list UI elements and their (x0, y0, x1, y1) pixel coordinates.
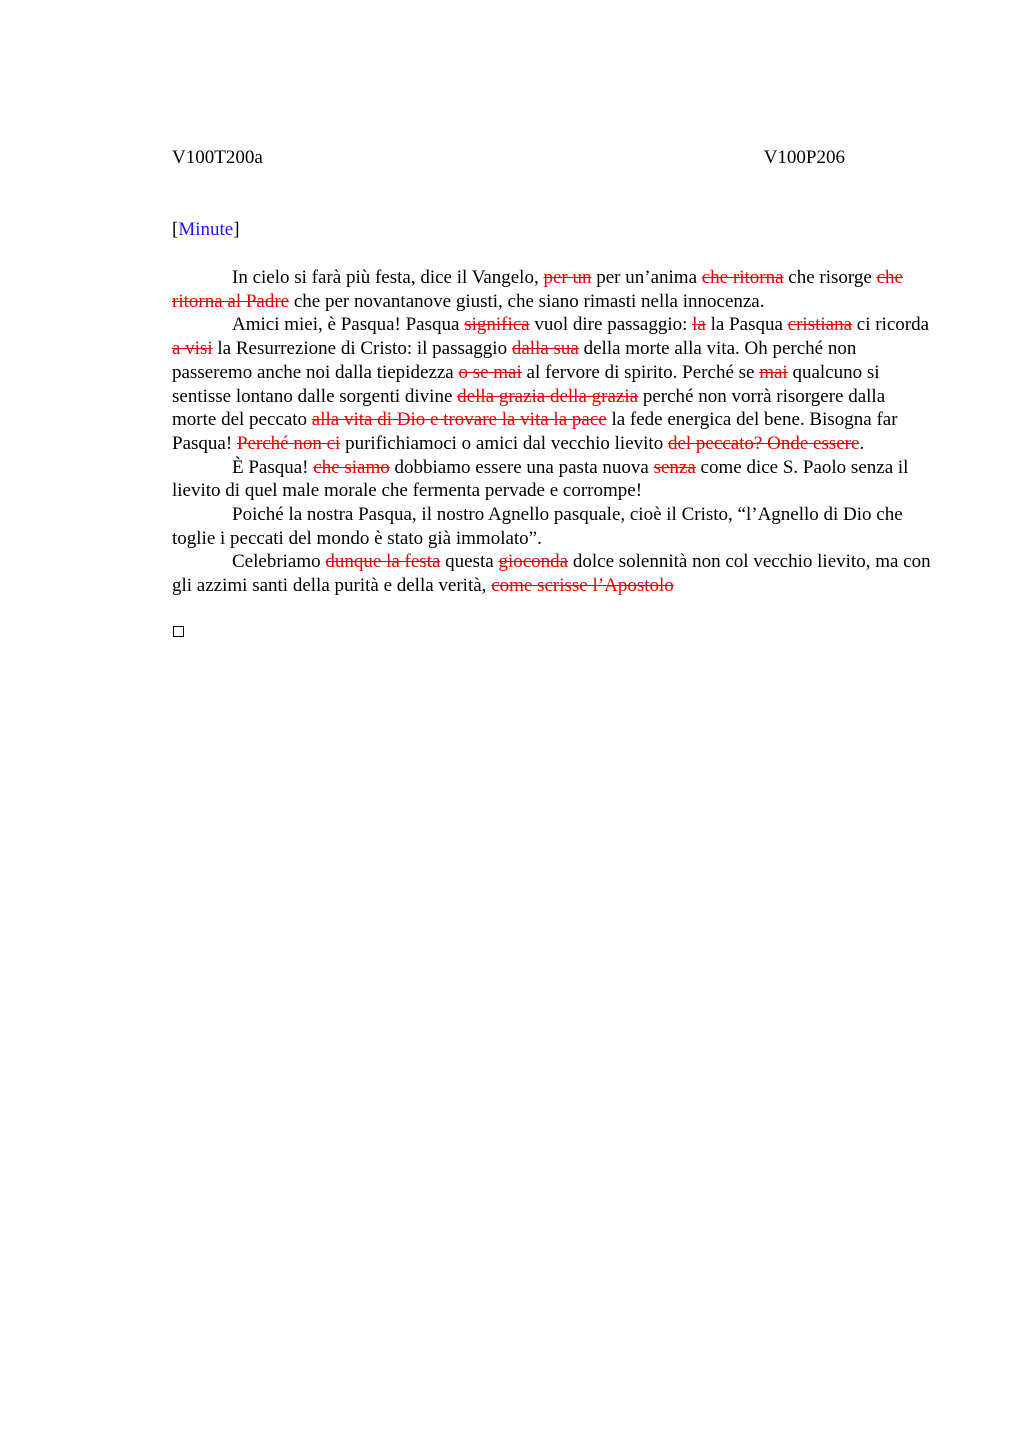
deleted-text: senza (653, 456, 696, 478)
paragraph-text: . (859, 432, 865, 454)
deleted-text: che siamo (313, 456, 390, 478)
paragraph-text: perché non vorrà risorgere dalla morte del peccato (172, 385, 886, 431)
deleted-text: che ritorna al Padre (172, 267, 903, 312)
deleted-text: Perché non ci (236, 432, 341, 454)
deleted-text: alla vita di Dio e trovare la vita la pace (311, 409, 607, 431)
paragraph-text: che per novantanove giusti, che siano rimasti nella innocenza. (289, 290, 765, 312)
paragraph-text: la Resurrezione di Cristo: il passaggio (212, 338, 512, 360)
paragraph-text: la fede energica del bene. Bisogna far Pasqua! (172, 409, 898, 454)
paragraph-text: Poiché la nostra Pasqua, il nostro Agnello pasquale, cioè il Cristo, “l’Agnello di Dio che toglie i peccati del mondo è stato già immolato”. (172, 504, 903, 549)
paragraph-text: della morte alla vita. Oh perché non passeremo anche noi dalla tiepidezza (172, 338, 857, 383)
paragraph-text: come dice S. Paolo senza il lievito di quel male morale che fermenta pervade e corrompe! (172, 456, 909, 502)
deleted-text: della grazia della grazia (457, 385, 639, 407)
paragraph-text: per un’anima (591, 267, 702, 288)
minute-link[interactable]: Minute (178, 219, 234, 240)
open-bracket: [ (172, 219, 179, 240)
body-text (172, 266, 932, 598)
deleted-text: cristiana (787, 314, 853, 336)
deleted-text: del peccato? Onde essere (667, 432, 860, 454)
end-marker-box (173, 626, 184, 637)
paragraph-text: È Pasqua! (232, 456, 314, 478)
paragraph-text: vuol dire passaggio: (529, 314, 693, 336)
paragraph-text: questa (440, 551, 499, 573)
document-code-right: V100P206 (763, 147, 845, 168)
paragraph-text: dolce solennità non col vecchio lievito, ma con gli azzimi santi della purità e della verità, (172, 551, 931, 597)
close-bracket: ] (233, 219, 240, 240)
deleted-text: dalla sua (511, 338, 579, 360)
paragraph (172, 313, 932, 455)
deleted-text: che ritorna (701, 267, 784, 288)
deleted-text: come scrisse l’Apostolo (491, 575, 674, 597)
paragraph (172, 550, 932, 597)
paragraph-text: In cielo si farà più festa, dice il Vangelo, (232, 267, 544, 288)
paragraph (172, 266, 932, 313)
section-label (172, 218, 240, 242)
paragraph-text: purifichiamoci o amici dal vecchio lievito (340, 432, 668, 454)
paragraph (172, 456, 932, 503)
deleted-text: la (692, 314, 706, 336)
deleted-text: gioconda (498, 551, 569, 573)
paragraph-text: qualcuno si sentisse lontano dalle sorgenti divine (172, 361, 880, 407)
paragraph (172, 503, 932, 550)
paragraph-text: che risorge (783, 267, 877, 288)
paragraph-text: la Pasqua (705, 314, 788, 336)
page-header (172, 146, 845, 170)
paragraph-text: Amici miei, è Pasqua! Pasqua (232, 314, 465, 336)
deleted-text: dunque la festa (325, 551, 441, 573)
paragraph-text: Celebriamo (232, 551, 326, 573)
deleted-text: per un (543, 267, 592, 288)
deleted-text: o se mai (458, 361, 522, 383)
paragraph-text: ci ricorda (852, 314, 930, 336)
deleted-text: a visi (172, 338, 213, 360)
document-code-left: V100T200a (172, 147, 263, 168)
deleted-text: significa (464, 314, 530, 336)
paragraph-text: al fervore di spirito. Perché se (521, 361, 760, 383)
paragraph-text: dobbiamo essere una pasta nuova (389, 456, 654, 478)
deleted-text: mai (759, 361, 788, 383)
